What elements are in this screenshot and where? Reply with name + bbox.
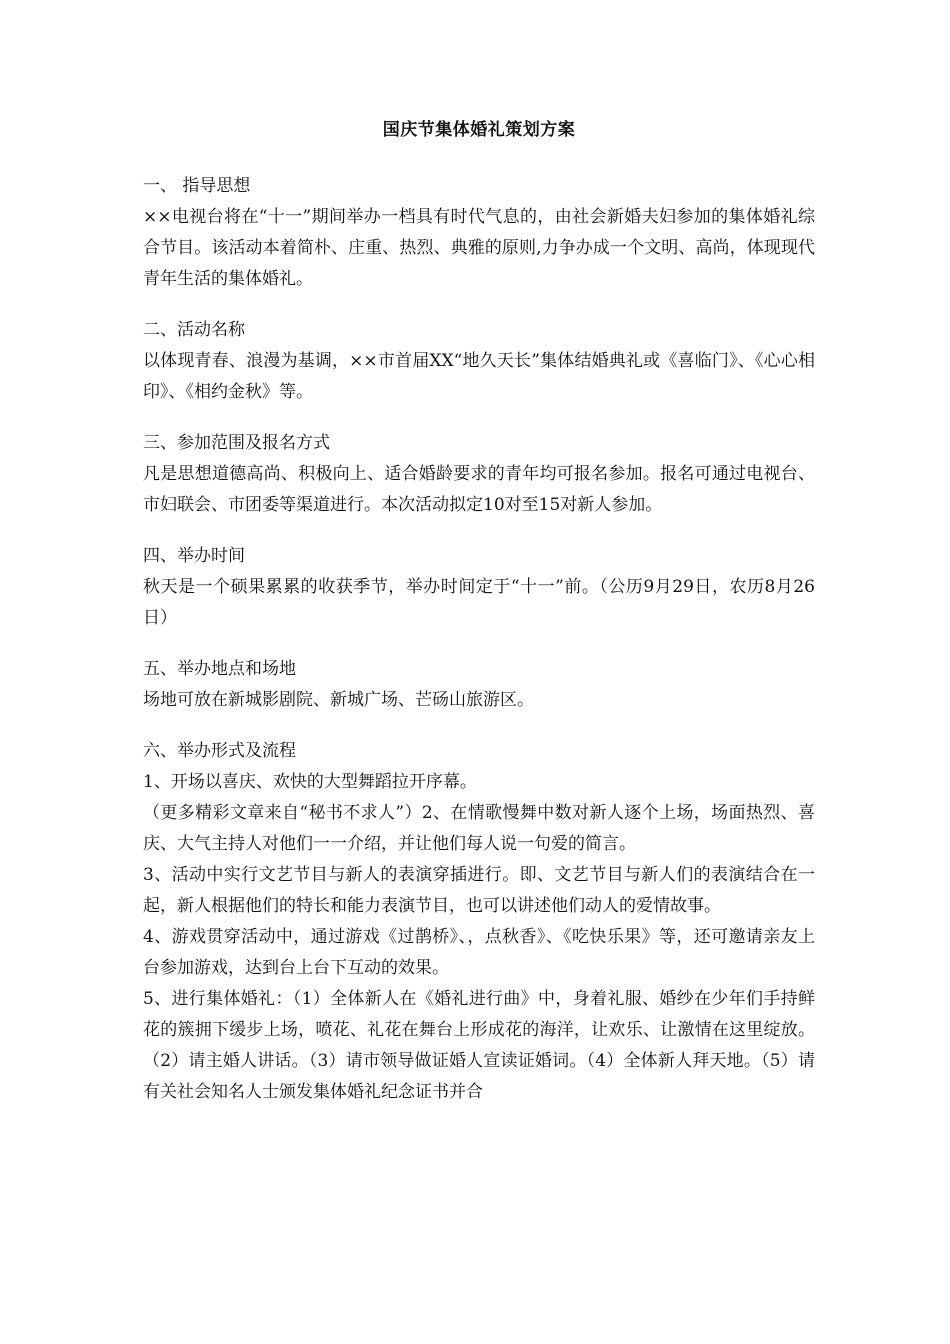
- section-paragraph: 以体现青春、浪漫为基调，××市首届XX“地久天长”集体结婚典礼或《喜临门》、《心心相印》、《相约金秋》等。: [143, 351, 815, 402]
- section-heading: 一、 指导思想: [143, 176, 251, 196]
- section-heading: 三、参加范围及报名方式: [143, 433, 330, 453]
- section-activity-name: [143, 315, 815, 408]
- process-step-1: 1、开场以喜庆、欢快的大型舞蹈拉开序幕。: [143, 772, 477, 792]
- section-time: [143, 541, 815, 634]
- process-step-3: 3、活动中实行文艺节目与新人的表演穿插进行。即、文艺节目与新人们的表演结合在一起，新人根据他们的特长和能力表演节目，也可以讲述他们动人的爱情故事。: [143, 865, 815, 916]
- section-paragraph: 凡是思想道德高尚、积极向上、适合婚龄要求的青年均可报名参加。报名可通过电视台、市妇联会、市团委等渠道进行。本次活动拟定10对至15对新人参加。: [143, 464, 815, 515]
- process-step-2: （更多精彩文章来自“秘书不求人”）2、在情歌慢舞中数对新人逐个上场，场面热烈、喜庆、大气主持人对他们一一介绍，并让他们每人说一句爱的简言。: [143, 803, 815, 854]
- section-heading: 六、举办形式及流程: [143, 741, 296, 761]
- document-title: 国庆节集体婚礼策划方案: [382, 120, 576, 140]
- section-paragraph: ××电视台将在“十一”期间举办一档具有时代气息的，由社会新婚夫妇参加的集体婚礼综合节目。该活动本着简朴、庄重、热烈、典雅的原则,力争办成一个文明、高尚，体现现代青年生活的集体婚礼。: [143, 207, 815, 289]
- section-participation: [143, 428, 815, 521]
- section-guiding-ideology: [143, 171, 815, 295]
- section-venue: [143, 654, 815, 716]
- section-paragraph: 秋天是一个硕果累累的收获季节，举办时间定于“十一”前。（公历9月29日，农历8月26日）: [143, 577, 815, 628]
- process-step-5: 5、进行集体婚礼：（1）全体新人在《婚礼进行曲》中，身着礼服、婚纱在少年们手持鲜花的簇拥下缓步上场，喷花、礼花在舞台上形成花的海洋，让欢乐、让激情在这里绽放。（2）请主婚人讲话。（3）请市领导做证婚人宣读证婚词。（4）全体新人拜天地。（5）请有关社会知名人士颁发集体婚礼纪念证书并合: [143, 989, 815, 1102]
- section-heading: 五、举办地点和场地: [143, 659, 296, 679]
- section-heading: 二、活动名称: [143, 320, 245, 340]
- process-step-4: 4、游戏贯穿活动中，通过游戏《过鹊桥》、，点秋香》、《吃快乐果》等，还可邀请亲友上台参加游戏，达到台上台下互动的效果。: [143, 927, 815, 978]
- section-heading: 四、举办时间: [143, 546, 245, 566]
- document-body: [143, 113, 815, 1128]
- section-format-process: [143, 736, 815, 1108]
- section-paragraph: 场地可放在新城影剧院、新城广场、芒砀山旅游区。: [143, 690, 534, 710]
